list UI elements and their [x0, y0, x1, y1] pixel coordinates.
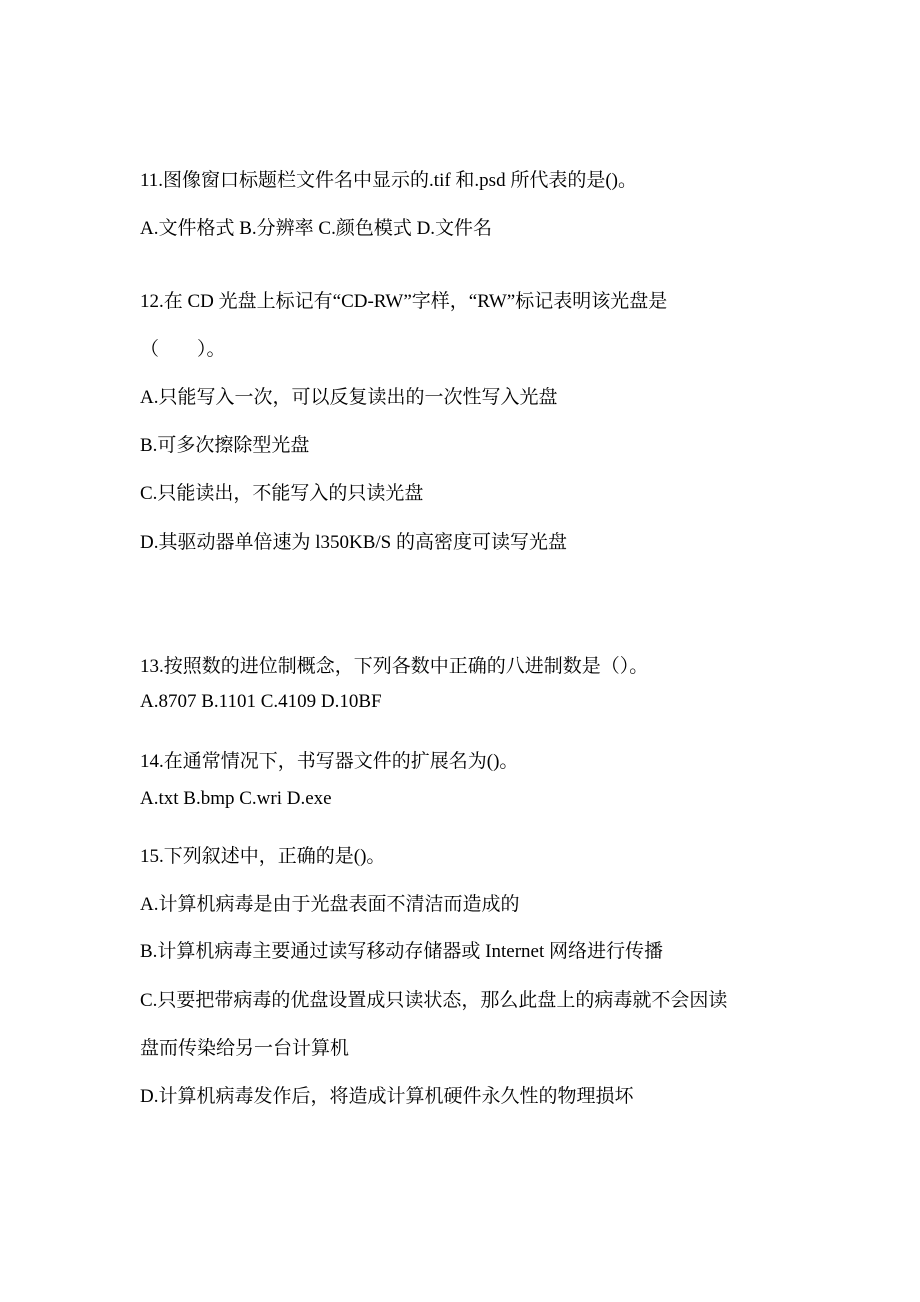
question-12-stem-line-2: （ ）。 — [140, 339, 226, 360]
question-14-stem: 14.在通常情况下，书写器文件的扩展名为()。 — [140, 751, 519, 772]
question-14-options: A.txt B.bmp C.wri D.exe — [140, 788, 332, 809]
question-13-options: A.8707 B.1101 C.4109 D.10BF — [140, 691, 382, 712]
question-12-option-a: A.只能写入一次，可以反复读出的一次性写入光盘 — [140, 387, 558, 408]
question-15-option-c-line-1: C.只要把带病毒的优盘设置成只读状态，那么此盘上的病毒就不会因读 — [140, 990, 728, 1011]
question-15-option-d: D.计算机病毒发作后，将造成计算机硬件永久性的物理损坏 — [140, 1086, 634, 1107]
question-12-option-c: C.只能读出，不能写入的只读光盘 — [140, 483, 424, 504]
question-13-stem: 13.按照数的进位制概念，下列各数中正确的八进制数是（）。 — [140, 656, 649, 677]
question-12-option-b: B.可多次擦除型光盘 — [140, 435, 310, 456]
question-11-options: A.文件格式 B.分辨率 C.颜色模式 D.文件名 — [140, 218, 493, 239]
question-15-stem: 15.下列叙述中，正确的是()。 — [140, 846, 386, 867]
question-12-stem-line-1: 12.在 CD 光盘上标记有“CD-RW”字样，“RW”标记表明该光盘是 — [140, 291, 668, 312]
question-12-option-d: D.其驱动器单倍速为 l350KB/S 的高密度可读写光盘 — [140, 532, 567, 553]
question-11-stem: 11.图像窗口标题栏文件名中显示的.tif 和.psd 所代表的是()。 — [140, 170, 637, 191]
question-15-option-b: B.计算机病毒主要通过读写移动存储器或 Internet 网络进行传播 — [140, 941, 664, 962]
question-15-option-c-line-2: 盘而传染给另一台计算机 — [140, 1038, 350, 1059]
question-15-option-a: A.计算机病毒是由于光盘表面不清洁而造成的 — [140, 894, 520, 915]
